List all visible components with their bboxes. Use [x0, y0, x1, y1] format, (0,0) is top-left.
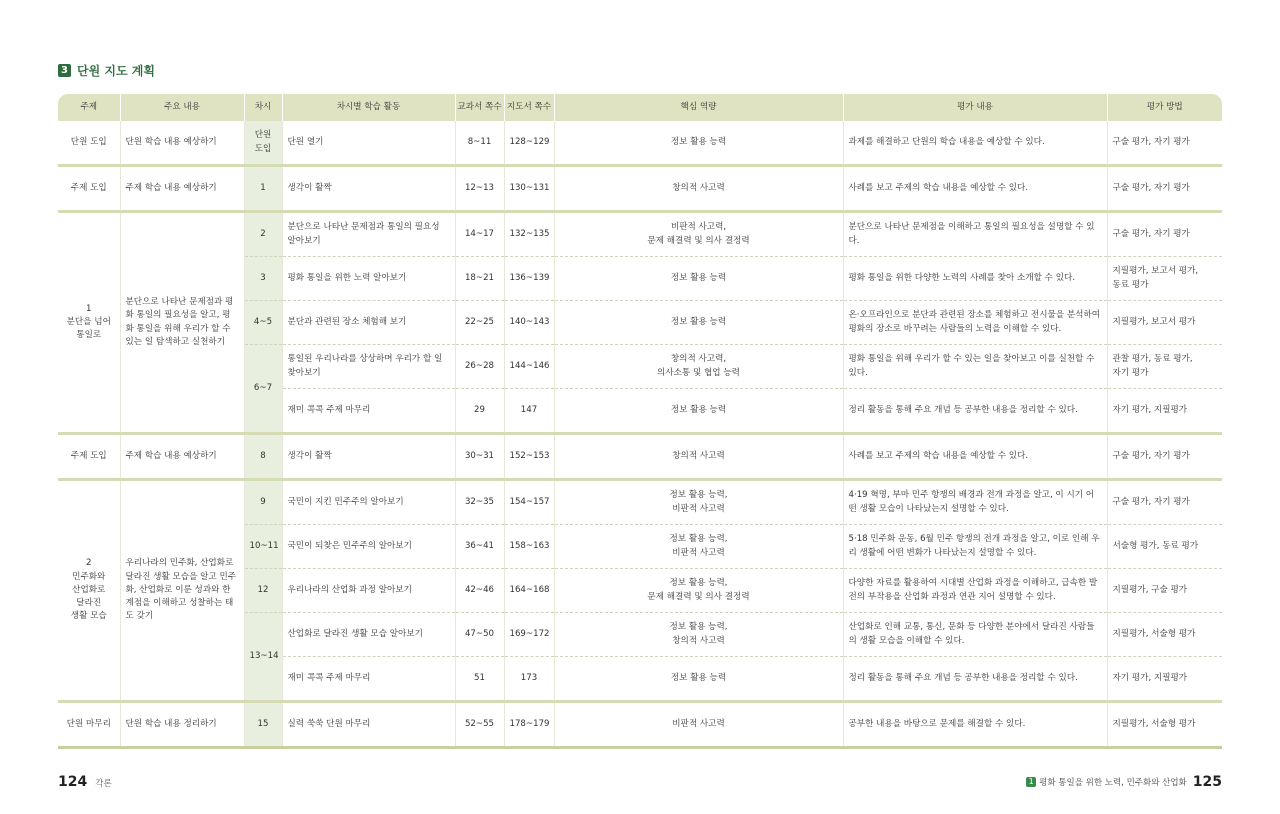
header-session: 차시 [244, 94, 282, 121]
competency-cell: 정보 활용 능력 [554, 657, 843, 702]
topic-cell: 단원 마무리 [58, 702, 120, 748]
textbook-pages-cell: 30~31 [455, 434, 504, 480]
footer-left [58, 774, 112, 790]
session-cell: 12 [244, 569, 282, 613]
activity-cell: 재미 콕콕 주제 마무리 [282, 389, 455, 434]
activity-cell: 생각이 활짝 [282, 166, 455, 212]
competency-cell: 창의적 사고력, 의사소통 및 협업 능력 [554, 345, 843, 389]
evaluation-cell: 공부한 내용을 바탕으로 문제를 해결할 수 있다. [843, 702, 1107, 748]
topic-cell: 1 분단을 넘어 통일로 [58, 212, 120, 434]
header-topic: 주제 [58, 94, 120, 121]
evaluation-cell: 4·19 혁명, 부마 민주 항쟁의 배경과 전개 과정을 알고, 이 시기 어떤 생활 모습이 나타났는지 설명할 수 있다. [843, 480, 1107, 525]
session-cell: 8 [244, 434, 282, 480]
session-cell: 1 [244, 166, 282, 212]
session-cell: 10~11 [244, 525, 282, 569]
guide-pages-cell: 128~129 [504, 121, 554, 166]
textbook-pages-cell: 47~50 [455, 613, 504, 657]
competency-cell: 정보 활용 능력, 비판적 사고력 [554, 525, 843, 569]
left-page-label: 각론 [95, 779, 112, 789]
section-title-text: 단원 지도 계획 [77, 64, 155, 78]
header-evaluation: 평가 내용 [843, 94, 1107, 121]
table-header-row [58, 94, 1222, 121]
topic-cell: 주제 도입 [58, 434, 120, 480]
method-cell: 구술 평가, 자기 평가 [1107, 121, 1222, 166]
textbook-pages-cell: 29 [455, 389, 504, 434]
main-content-cell: 주제 학습 내용 예상하기 [120, 166, 244, 212]
method-cell: 자기 평가, 지필평가 [1107, 657, 1222, 702]
textbook-pages-cell: 32~35 [455, 480, 504, 525]
method-cell: 구술 평가, 자기 평가 [1107, 434, 1222, 480]
evaluation-cell: 사례를 보고 주제의 학습 내용을 예상할 수 있다. [843, 434, 1107, 480]
table-row [58, 702, 1222, 748]
method-cell: 지필평가, 보고서 평가 [1107, 301, 1222, 345]
activity-cell: 분단으로 나타난 문제점과 통일의 필요성 알아보기 [282, 212, 455, 257]
header-guide-pages: 지도서 쪽수 [504, 94, 554, 121]
evaluation-cell: 과제를 해결하고 단원의 학습 내용을 예상할 수 있다. [843, 121, 1107, 166]
guide-pages-cell: 132~135 [504, 212, 554, 257]
activity-cell: 실력 쑥쑥 단원 마무리 [282, 702, 455, 748]
table-row [58, 434, 1222, 480]
method-cell: 구술 평가, 자기 평가 [1107, 212, 1222, 257]
method-cell: 서술형 평가, 동료 평가 [1107, 525, 1222, 569]
guide-pages-cell: 154~157 [504, 480, 554, 525]
competency-cell: 정보 활용 능력, 비판적 사고력 [554, 480, 843, 525]
guide-pages-cell: 152~153 [504, 434, 554, 480]
session-cell: 3 [244, 257, 282, 301]
method-cell: 지필평가, 서술형 평가 [1107, 702, 1222, 748]
session-cell: 2 [244, 212, 282, 257]
main-content-cell: 우리나라의 민주화, 산업화로 달라진 생활 모습을 알고 민주화, 산업화로 이룬 성과와 한계점을 이해하고 성찰하는 태도 갖기 [120, 480, 244, 702]
evaluation-cell: 온·오프라인으로 분단과 관련된 장소를 체험하고 전시물을 분석하여 평화의 장소로 바꾸려는 사람들의 노력을 이해할 수 있다. [843, 301, 1107, 345]
guide-pages-cell: 164~168 [504, 569, 554, 613]
activity-cell: 산업화로 달라진 생활 모습 알아보기 [282, 613, 455, 657]
session-cell: 13~14 [244, 613, 282, 702]
competency-cell: 정보 활용 능력 [554, 257, 843, 301]
activity-cell: 평화 통일을 위한 노력 알아보기 [282, 257, 455, 301]
activity-cell: 국민이 되찾은 민주주의 알아보기 [282, 525, 455, 569]
guide-pages-cell: 169~172 [504, 613, 554, 657]
unit-badge-icon: 1 [1026, 777, 1036, 787]
table-row [58, 121, 1222, 166]
evaluation-cell: 분단으로 나타난 문제점을 이해하고 통일의 필요성을 설명할 수 있다. [843, 212, 1107, 257]
activity-cell: 분단과 관련된 장소 체험해 보기 [282, 301, 455, 345]
topic-cell: 주제 도입 [58, 166, 120, 212]
competency-cell: 창의적 사고력 [554, 166, 843, 212]
textbook-pages-cell: 14~17 [455, 212, 504, 257]
table-row [58, 212, 1222, 257]
textbook-pages-cell: 51 [455, 657, 504, 702]
competency-cell: 비판적 사고력 [554, 702, 843, 748]
competency-cell: 정보 활용 능력 [554, 389, 843, 434]
session-cell: 6~7 [244, 345, 282, 434]
right-page-number: 125 [1192, 774, 1222, 790]
competency-cell: 정보 활용 능력 [554, 121, 843, 166]
guide-pages-cell: 147 [504, 389, 554, 434]
guide-pages-cell: 140~143 [504, 301, 554, 345]
competency-cell: 정보 활용 능력, 문제 해결력 및 의사 결정력 [554, 569, 843, 613]
guide-pages-cell: 144~146 [504, 345, 554, 389]
activity-cell: 우리나라의 산업화 과정 알아보기 [282, 569, 455, 613]
unit-plan-table [58, 94, 1222, 749]
evaluation-cell: 평화 통일을 위해 우리가 할 수 있는 일을 찾아보고 이를 실천할 수 있다. [843, 345, 1107, 389]
method-cell: 자기 평가, 지필평가 [1107, 389, 1222, 434]
activity-cell: 국민이 지킨 민주주의 알아보기 [282, 480, 455, 525]
textbook-pages-cell: 52~55 [455, 702, 504, 748]
main-content-cell: 주제 학습 내용 예상하기 [120, 434, 244, 480]
guide-pages-cell: 130~131 [504, 166, 554, 212]
textbook-pages-cell: 18~21 [455, 257, 504, 301]
guide-pages-cell: 173 [504, 657, 554, 702]
topic-cell: 2 민주화와 산업화로 달라진 생활 모습 [58, 480, 120, 702]
header-competency: 핵심 역량 [554, 94, 843, 121]
header-main-content: 주요 내용 [120, 94, 244, 121]
header-textbook-pages: 교과서 쪽수 [455, 94, 504, 121]
left-page-number: 124 [58, 774, 88, 790]
session-cell: 15 [244, 702, 282, 748]
competency-cell: 정보 활용 능력 [554, 301, 843, 345]
evaluation-cell: 정리 활동을 통해 주요 개념 등 공부한 내용을 정리할 수 있다. [843, 657, 1107, 702]
textbook-pages-cell: 26~28 [455, 345, 504, 389]
textbook-pages-cell: 12~13 [455, 166, 504, 212]
session-cell: 9 [244, 480, 282, 525]
method-cell: 지필평가, 보고서 평가, 동료 평가 [1107, 257, 1222, 301]
table-row [58, 166, 1222, 212]
activity-cell: 단원 열기 [282, 121, 455, 166]
textbook-pages-cell: 8~11 [455, 121, 504, 166]
unit-label-text: 평화 통일을 위한 노력, 민주화와 산업화 [1039, 778, 1187, 788]
method-cell: 지필평가, 서술형 평가 [1107, 613, 1222, 657]
textbook-pages-cell: 22~25 [455, 301, 504, 345]
section-title [58, 62, 155, 79]
competency-cell: 창의적 사고력 [554, 434, 843, 480]
evaluation-cell: 산업화로 인해 교통, 통신, 문화 등 다양한 분야에서 달라진 사람들의 생활 모습을 이해할 수 있다. [843, 613, 1107, 657]
topic-cell: 단원 도입 [58, 121, 120, 166]
session-cell: 4~5 [244, 301, 282, 345]
guide-pages-cell: 136~139 [504, 257, 554, 301]
evaluation-cell: 사례를 보고 주제의 학습 내용을 예상할 수 있다. [843, 166, 1107, 212]
evaluation-cell: 5·18 민주화 운동, 6월 민주 항쟁의 전개 과정을 알고, 이로 인해 우리 생활에 어떤 변화가 나타났는지 설명할 수 있다. [843, 525, 1107, 569]
session-cell: 단원 도입 [244, 121, 282, 166]
activity-cell: 생각이 활짝 [282, 434, 455, 480]
evaluation-cell: 다양한 자료를 활용하여 시대별 산업화 과정을 이해하고, 급속한 발전의 부작용을 산업화 과정과 연관 지어 설명할 수 있다. [843, 569, 1107, 613]
header-method: 평가 방법 [1107, 94, 1222, 121]
table-row [58, 480, 1222, 525]
evaluation-cell: 평화 통일을 위한 다양한 노력의 사례를 찾아 소개할 수 있다. [843, 257, 1107, 301]
activity-cell: 재미 콕콕 주제 마무리 [282, 657, 455, 702]
main-content-cell: 단원 학습 내용 예상하기 [120, 121, 244, 166]
guide-pages-cell: 178~179 [504, 702, 554, 748]
method-cell: 지필평가, 구술 평가 [1107, 569, 1222, 613]
guide-pages-cell: 158~163 [504, 525, 554, 569]
method-cell: 구술 평가, 자기 평가 [1107, 480, 1222, 525]
main-content-cell: 단원 학습 내용 정리하기 [120, 702, 244, 748]
method-cell: 관찰 평가, 동료 평가, 자기 평가 [1107, 345, 1222, 389]
footer-right [1026, 774, 1222, 790]
section-number-badge: 3 [58, 64, 71, 77]
header-activity: 차시별 학습 활동 [282, 94, 455, 121]
textbook-pages-cell: 36~41 [455, 525, 504, 569]
unit-label [1026, 776, 1187, 788]
competency-cell: 정보 활용 능력, 창의적 사고력 [554, 613, 843, 657]
textbook-pages-cell: 42~46 [455, 569, 504, 613]
evaluation-cell: 정리 활동을 통해 주요 개념 등 공부한 내용을 정리할 수 있다. [843, 389, 1107, 434]
method-cell: 구술 평가, 자기 평가 [1107, 166, 1222, 212]
activity-cell: 통일된 우리나라를 상상하며 우리가 할 일 찾아보기 [282, 345, 455, 389]
competency-cell: 비판적 사고력, 문제 해결력 및 의사 결정력 [554, 212, 843, 257]
main-content-cell: 분단으로 나타난 문제점과 평화 통일의 필요성을 알고, 평화 통일을 위해 우리가 할 수 있는 일 탐색하고 실천하기 [120, 212, 244, 434]
